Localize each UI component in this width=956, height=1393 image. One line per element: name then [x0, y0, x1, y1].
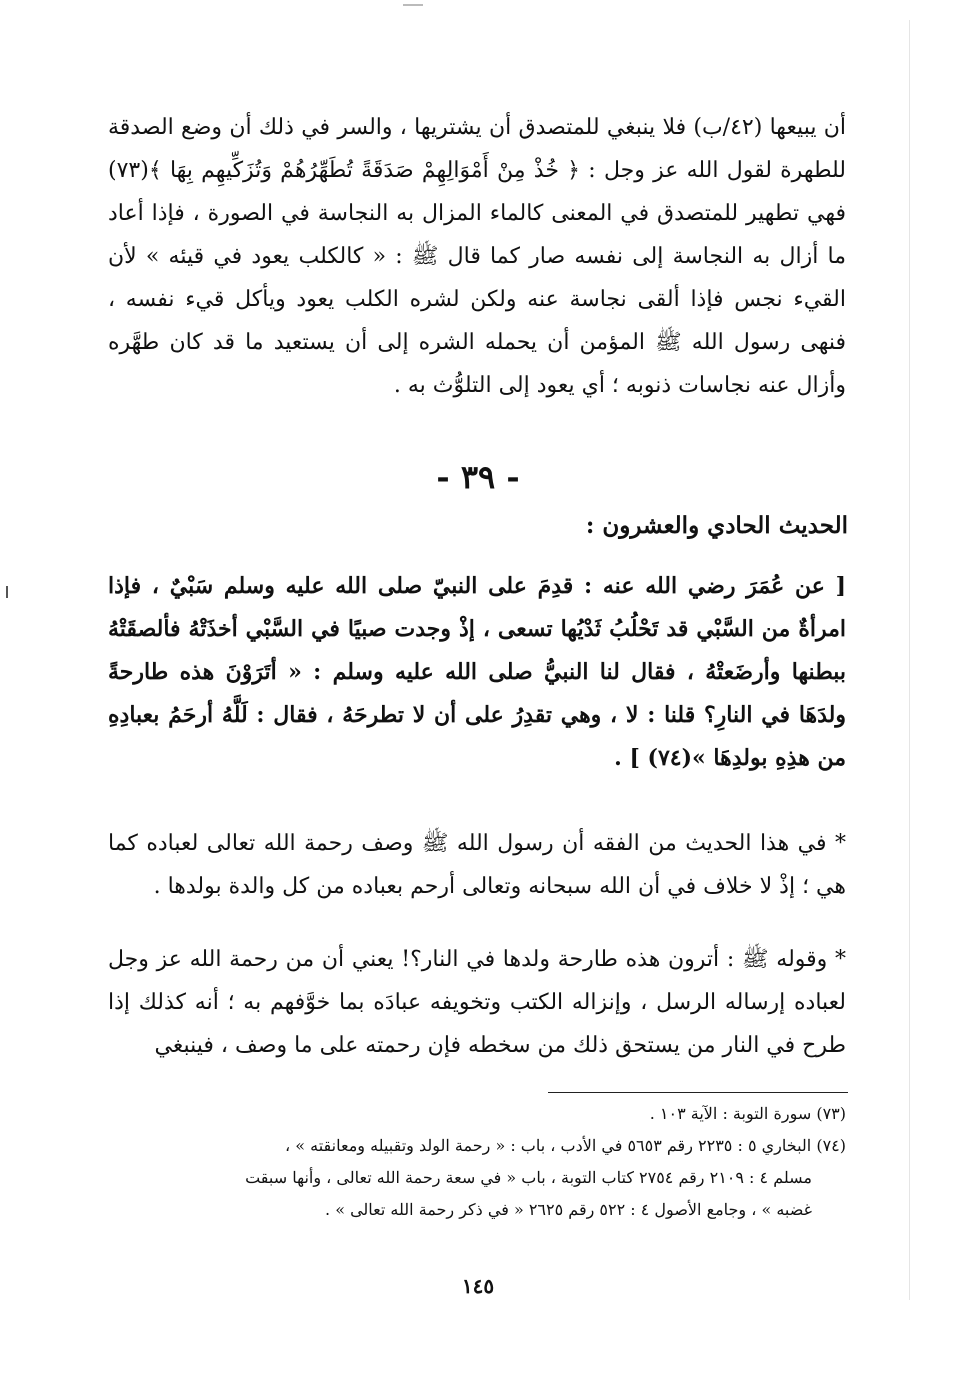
commentary-paragraph-1: * في هذا الحديث من الفقه أن رسول الله ﷺ وصف رحمة الله تعالى لعباده كما هي ؛ إذْ لا خلاف في أن الله سبحانه وتعالى أرحم بعباده من كل والدة بولدها .	[108, 831, 846, 899]
section-title: الحديث الحادي والعشرون :	[585, 512, 848, 539]
footnote-74-line-2: مسلم ٤ : ٢١٠٩ رقم ٢٧٥٤ كتاب التوبة ، باب « في سعة رحمة الله تعالى ، وأنها سبقت	[245, 1168, 812, 1187]
page-number: ١٤٥	[461, 1274, 495, 1298]
footnotes	[100, 1098, 846, 1226]
footnote-separator	[548, 1092, 848, 1093]
footnote-74-line-3: غضبه » ، وجامع الأصول ٤ : ٥٢٢ رقم ٢٦٢٥ « في ذكر رحمة الله تعالى » .	[325, 1200, 812, 1219]
commentary-paragraph-2: * وقوله ﷺ : أترون هذه طارحة ولدها في النار؟! يعني أن من رحمة الله عز وجل لعباده إرساله الرسل ، وإنزاله الكتب وتخويفه عبادَه بما خوَّفهم به ؛ أنه كذلك إذا طرح في النار من يستحق ذلك من سخطه فإن رحمته على ما وصف ، فينبغي	[108, 947, 846, 1058]
hadith-text: [ عن عُمَرَ رضي الله عنه : قدِمَ على النبيّ صلى الله عليه وسلم سَبْيٌ ، فإذا امرأةٌ من السَّبْي قد تَحْلُبُ ثَدْيُها تسعى ، إذْ وجدت صبيًا في السَّبْي أخذَتْهُ فألصقَتْهُ ببطنها وأرضَعتْهُ ، فقال لنا النبيُّ صلى الله عليه وسلم : « أتَرَوْنَ هذه طارحةً ولدَهَا في النارِ؟ قلنا : لا ، وهي تقدِرُ على أن لا تطرحَهُ ، فقال : لَلَّهُ أرحَمُ بعبادِهِ من هذِهِ بولدِهَا »(٧٤) ] .	[108, 573, 846, 771]
scan-artifact-left	[6, 586, 8, 598]
section-number: - ٣٩ -	[436, 458, 520, 496]
footnote-74-line-1: (٧٤) البخاري ٥ : ٢٢٣٥ رقم ٥٦٥٣ في الأدب ، باب : « رحمة الولد وتقبيله ومعانقته » ،	[285, 1136, 846, 1155]
opening-paragraph: أن يبيعها (٤٢/ب) فلا ينبغي للمتصدق أن يشتريها ، والسر في ذلك أن وضع الصدقة للطهرة لقول الله عز وجل : ﴿ خُذْ مِنْ أَمْوَالِهِمْ صَدَقَةً تُطَهِّرُهُمْ وَتُزَكِّيهِم بِهَا ﴾(٧٣) فهي تطهير للمتصدق في المعنى كالماء المزال به النجاسة في الصورة ، فإذا أعاد ما أزال به النجاسة إلى نفسه صار كما قال ﷺ : « كالكلب يعود في قيئه » لأن القيء نجس فإذا ألقى نجاسة عنه ولكن لشره الكلب يعود ويأكل قيء نفسه ، فنهى رسول الله ﷺ المؤمن أن يحمله الشره إلى أن يستعيد ما قد كان طهَّره وأزال عنه نجاسات ذنوبه ؛ أي يعود إلى التلوُّث به .	[108, 115, 847, 398]
scan-page-edge	[909, 20, 910, 1300]
footnote-73: (٧٣) سورة التوبة : الآية ١٠٣ .	[649, 1104, 846, 1123]
scan-artifact-top	[403, 4, 423, 6]
